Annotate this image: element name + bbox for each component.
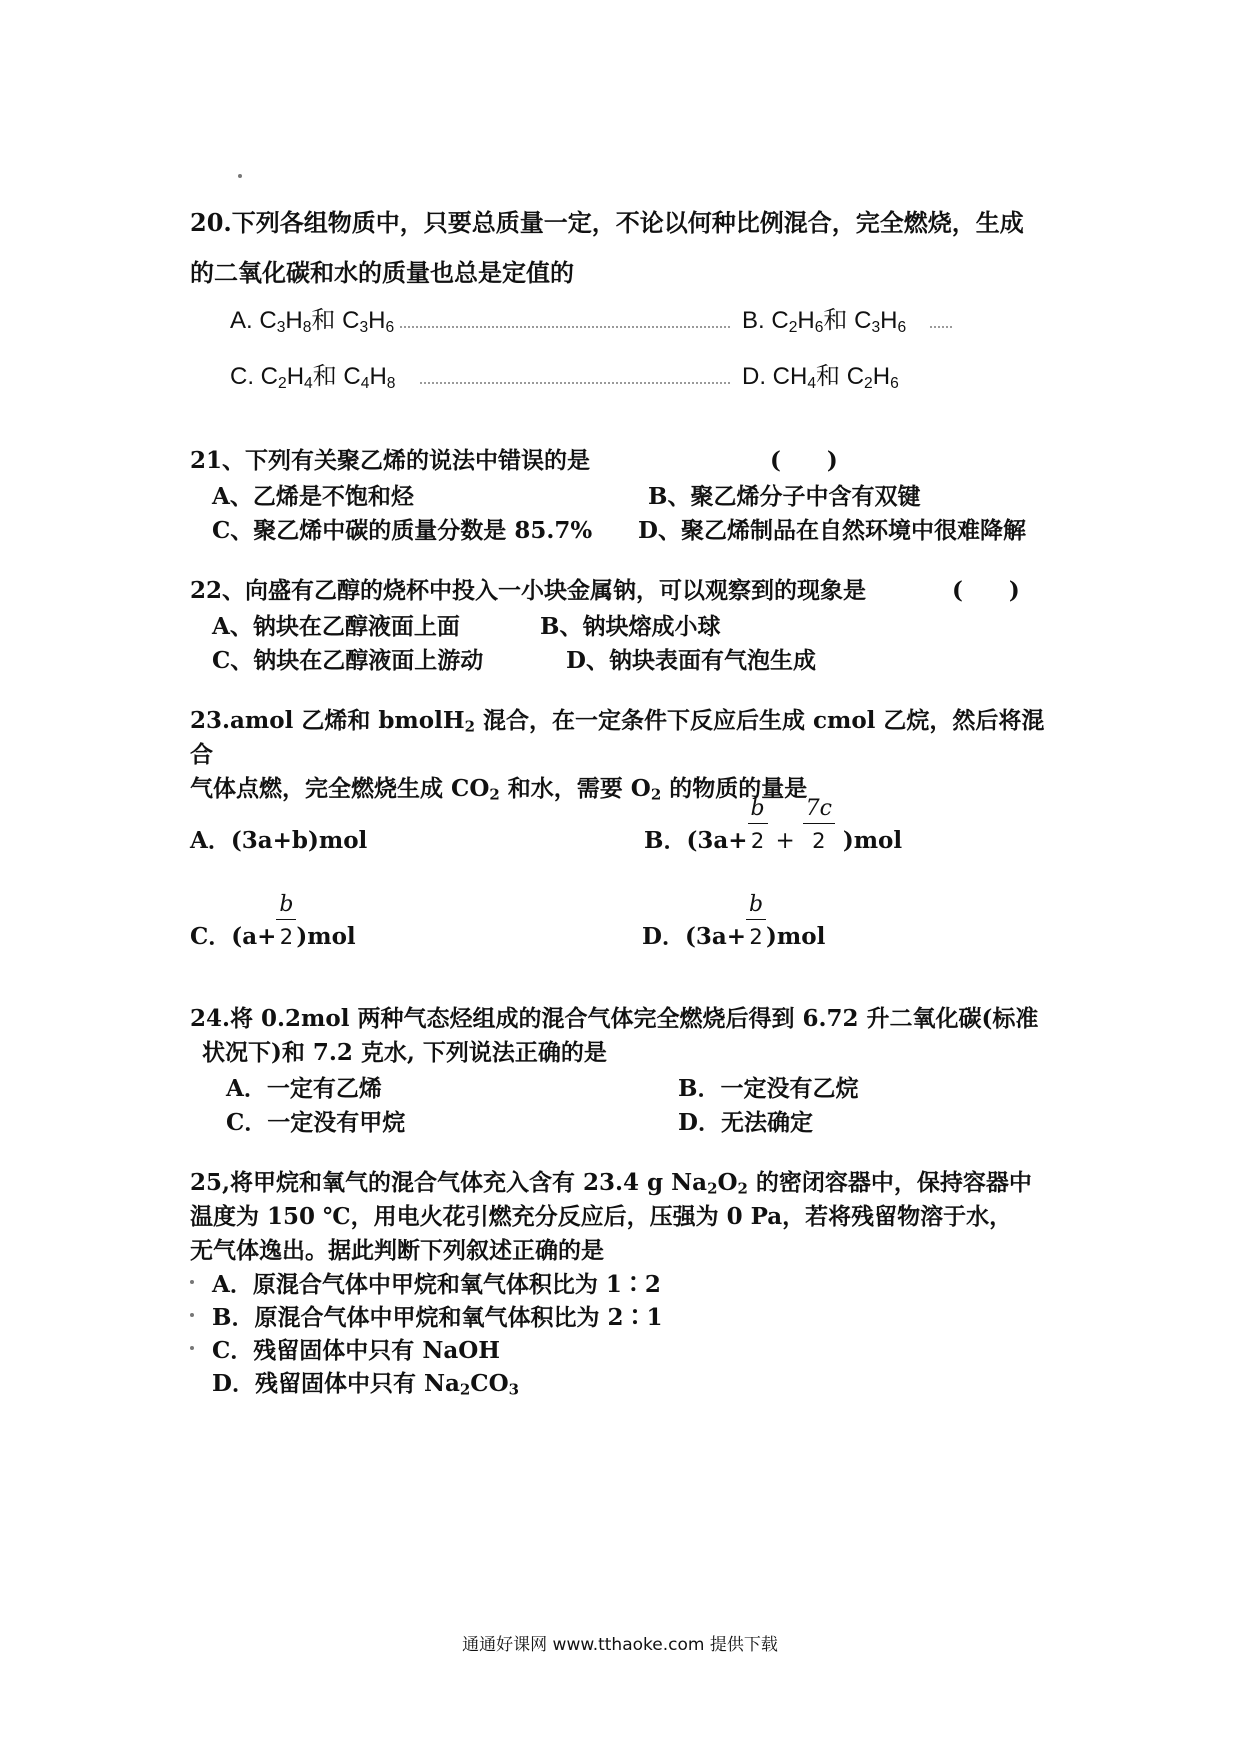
q25-stem-line1: 25,将甲烷和氧气的混合气体充入含有 23.4 g $Na_2O_2$ 的密闭容器中，保持容器中 (190, 1169, 1032, 1198)
question-24 (190, 1002, 1060, 1070)
q23-option-c: C．(a+ $\frac{b}{2})mol$ (190, 892, 356, 950)
q20-dotted-leader-b (930, 326, 952, 328)
q23-c-fraction: $\frac{b}{2}$ (276, 923, 296, 950)
q20-dotted-leader-c (420, 382, 730, 384)
q24-stem-line1: 24.将 0.2mol 两种气态烃组成的混合气体完全燃烧后得到 6.72 升二氧化碳(标准 (190, 1005, 1039, 1032)
q20-dotted-leader-a (400, 326, 730, 328)
q20-option-d: D. $CH_4$和 $C_2H_6$ (742, 363, 899, 392)
q24-option-c: C．一定没有甲烷 (226, 1109, 406, 1136)
q20-option-b: B. $C_2H_6$和 $C_3H_6$ (742, 307, 907, 336)
question-20 (190, 198, 1060, 298)
q21-stem: 21、下列有关聚乙烯的说法中错误的是 ( ) (190, 447, 838, 474)
q20-option-c: C. $C_2H_4$和 $C_4H_8$ (230, 363, 396, 392)
q20-stem-line1: 20.下列各组物质中，只要总质量一定，不论以何种比例混合，完全燃烧，生成 (190, 208, 1024, 237)
q22-option-d: D、钠块表面有气泡生成 (566, 647, 816, 674)
q25-option-d: D．残留固体中只有 $Na_2CO_3$ (212, 1370, 520, 1399)
q20-stem-line2: 的二氧化碳和水的质量也总是定值的 (190, 258, 574, 287)
q25-stem-line2: 温度为 150 ℃，用电火花引燃充分反应后，压强为 0 Pa，若将残留物溶于水， (190, 1203, 1013, 1230)
q23-b-fraction-1: $\frac{b}{2}$ (748, 827, 768, 854)
q21-option-c: C、聚乙烯中碳的质量分数是 85.7% (212, 517, 593, 544)
q23-d-fraction: $\frac{b}{2}$ (746, 923, 766, 950)
q25-option-a: A．原混合气体中甲烷和氧气体积比为 1∶2 (212, 1271, 661, 1298)
q23-option-b: B．(3a+ $\frac{b}{2}$ + $\frac{7c}{2} )mol$ (644, 796, 903, 854)
q23-stem-line2: 气体点燃，完全燃烧生成 $CO_2$ 和水，需要 $O_2$ 的物质的量是 (190, 775, 808, 804)
q23-stem-line1: 23.amol 乙烯和 bmolH$_2$ 混合，在一定条件下反应后生成 cmol 乙烷，然后将混合 (190, 707, 1045, 768)
q24-option-b: B．一定没有乙烷 (678, 1075, 859, 1102)
q20-option-a: A. $C_3H_8$和 $C_3H_6$ (230, 307, 395, 336)
question-22 (190, 574, 1060, 608)
q23-option-d: D．(3a+ $\frac{b}{2})mol$ (642, 892, 826, 950)
scan-speck (238, 174, 242, 178)
q23-b-fraction-2: $\frac{7c}{2}$ (803, 827, 835, 854)
q22-stem: 22、向盛有乙醇的烧杯中投入一小块金属钠，可以观察到的现象是 ( ) (190, 577, 1020, 604)
q24-option-d: D．无法确定 (678, 1109, 813, 1136)
scan-speck (190, 1346, 194, 1350)
q24-stem-line2: 状况下)和 7.2 克水, 下列说法正确的是 (202, 1039, 607, 1066)
q22-option-c: C、钠块在乙醇液面上游动 (212, 647, 484, 674)
question-21 (190, 444, 1060, 478)
q21-option-a: A、乙烯是不饱和烃 (212, 483, 414, 510)
q21-option-b: B、聚乙烯分子中含有双键 (648, 483, 921, 510)
question-25 (190, 1166, 1060, 1268)
q23-option-a: A．(3a+b)mol (190, 827, 368, 854)
scan-speck (190, 1313, 194, 1317)
q24-option-a: A．一定有乙烯 (226, 1075, 382, 1102)
q25-option-c: C．残留固体中只有 NaOH (212, 1337, 501, 1364)
q22-option-b: B、钠块熔成小球 (540, 613, 721, 640)
q25-option-b: B．原混合气体中甲烷和氧气体积比为 2∶1 (212, 1304, 663, 1331)
q22-option-a: A、钠块在乙醇液面上面 (212, 613, 460, 640)
footer-source: 通通好课网 www.tthaoke.com 提供下载 (462, 1635, 778, 1655)
question-23 (190, 704, 1060, 806)
q21-option-d: D、聚乙烯制品在自然环境中很难降解 (638, 517, 1026, 544)
scan-speck (190, 1280, 194, 1284)
q25-stem-line3: 无气体逸出。据此判断下列叙述正确的是 (190, 1237, 604, 1264)
